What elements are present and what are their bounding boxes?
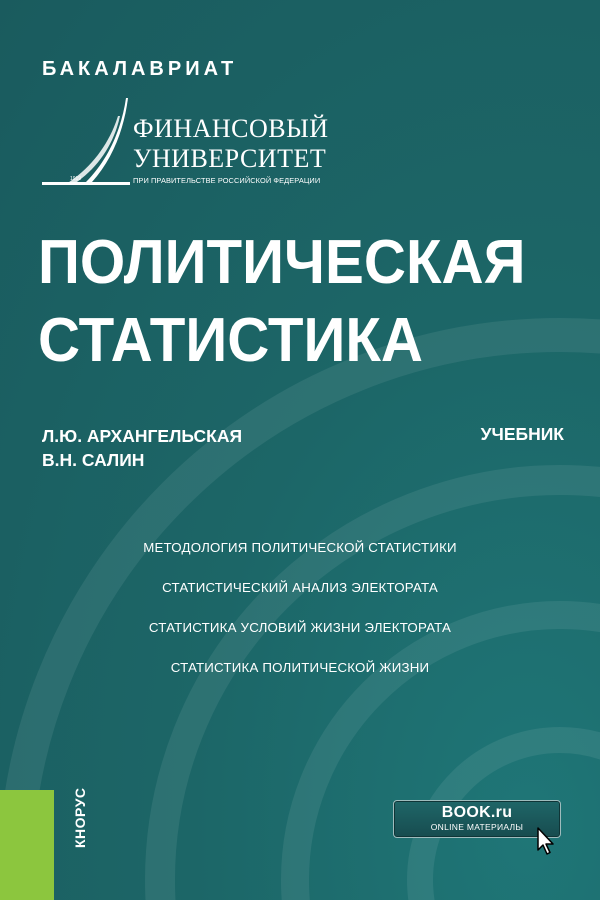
finance-university-logo-icon bbox=[40, 96, 132, 188]
accent-block bbox=[0, 790, 54, 900]
authors bbox=[42, 424, 242, 472]
logo-subtitle: ПРИ ПРАВИТЕЛЬСТВЕ РОССИЙСКОЙ ФЕДЕРАЦИИ bbox=[133, 176, 321, 185]
university-logo bbox=[40, 96, 340, 191]
book-ru-label: BOOK.ru bbox=[441, 804, 513, 821]
author-1: Л.Ю. АРХАНГЕЛЬСКАЯ bbox=[42, 426, 243, 446]
logo-year: 1919 bbox=[70, 176, 82, 182]
author-2: В.Н. САЛИН bbox=[42, 450, 145, 470]
online-materials-label: ONLINE МАТЕРИАЛЫ bbox=[430, 822, 524, 832]
topic-item: СТАТИСТИКА УСЛОВИЙ ЖИЗНИ ЭЛЕКТОРАТА bbox=[148, 620, 452, 635]
topic-item: СТАТИСТИКА ПОЛИТИЧЕСКОЙ ЖИЗНИ bbox=[170, 660, 430, 675]
topic-item: СТАТИСТИЧЕСКИЙ АНАЛИЗ ЭЛЕКТОРАТА bbox=[162, 580, 438, 595]
topics-list bbox=[100, 540, 500, 700]
topic-item: МЕТОДОЛОГИЯ ПОЛИТИЧЕСКОЙ СТАТИСТИКИ bbox=[143, 540, 457, 555]
logo-line-1: ФИНАНСОВЫЙ bbox=[133, 114, 329, 143]
book-title bbox=[38, 224, 546, 380]
series-label: БАКАЛАВРИАТ bbox=[42, 58, 238, 80]
logo-line-2: УНИВЕРСИТЕТ bbox=[133, 144, 327, 173]
book-type: УЧЕБНИК bbox=[480, 424, 564, 444]
title-line-2: СТАТИСТИКА bbox=[38, 306, 424, 375]
publisher-name: КНОРУС bbox=[72, 787, 88, 848]
cursor-arrow-icon bbox=[536, 826, 556, 856]
title-line-1: ПОЛИТИЧЕСКАЯ bbox=[38, 228, 526, 297]
